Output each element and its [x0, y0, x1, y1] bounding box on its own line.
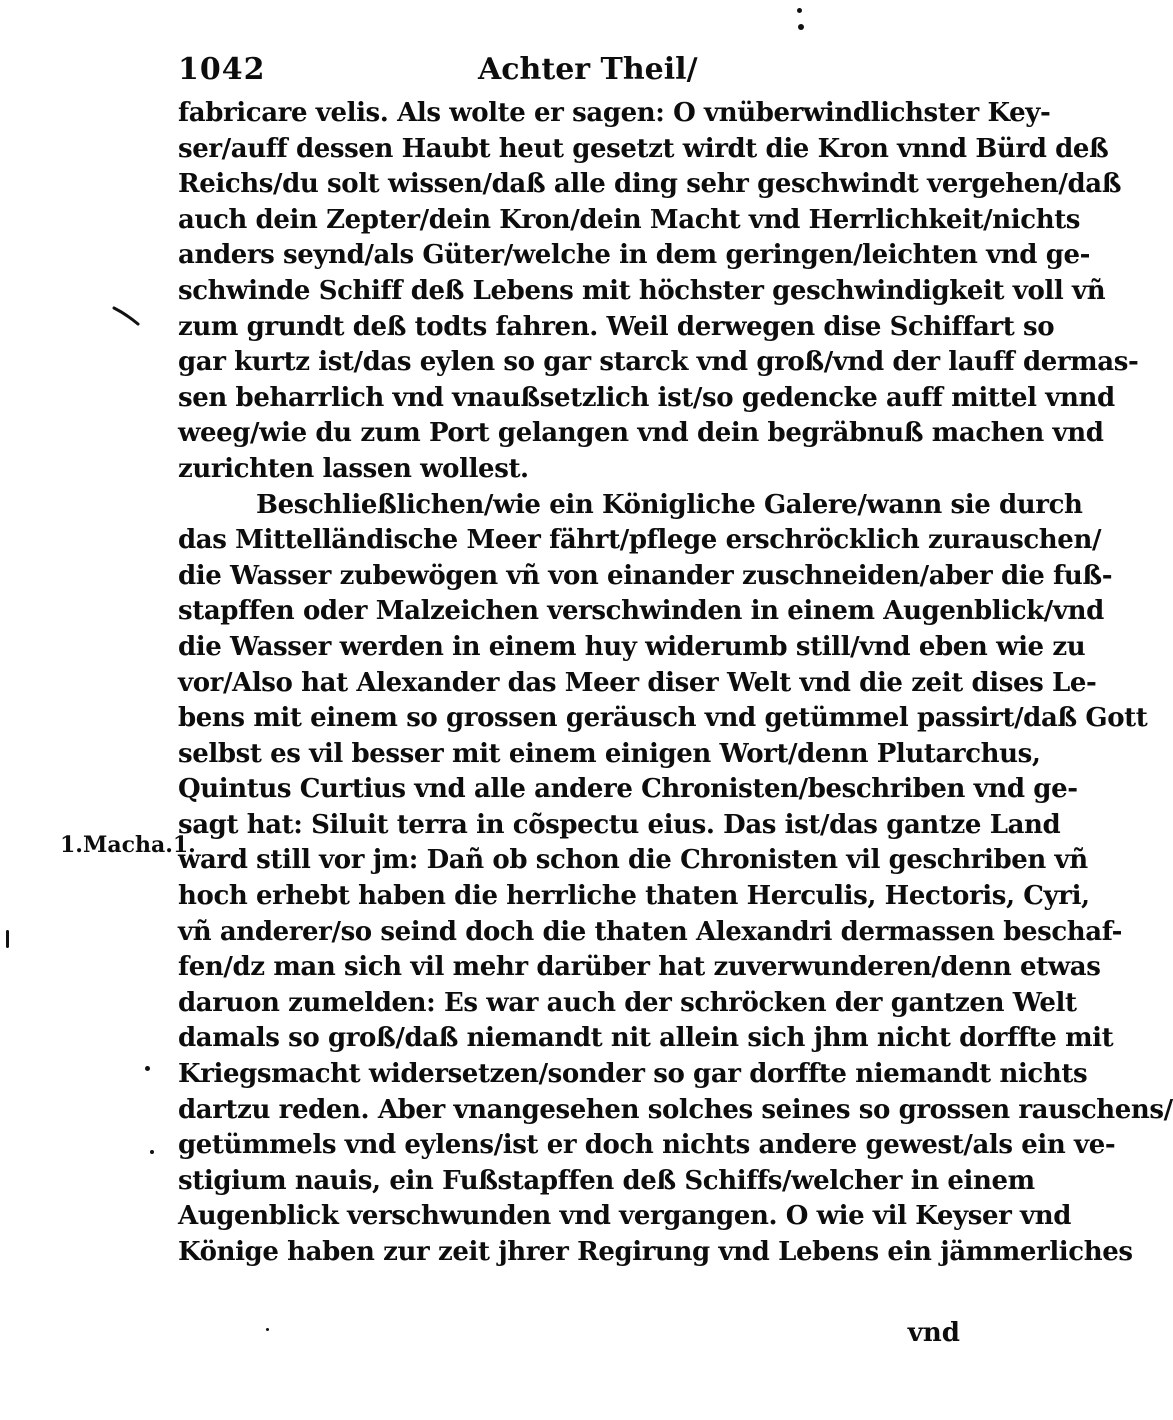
- text-line: stigium nauis, ein Fußstapffen deß Schiffs/welcher in einem: [178, 1165, 1035, 1196]
- body-text: [178, 96, 1173, 1271]
- text-line: fen/dz man sich vil mehr darüber hat zuverwunderen/denn etwas: [178, 952, 1101, 983]
- text-line: sagt hat: Siluit terra in cõspectu eius. Das ist/das gantze Land: [178, 809, 1061, 840]
- text-line: hoch erhebt haben die herrliche thaten Herculis, Hectoris, Cyri,: [178, 881, 1090, 912]
- text-line: die Wasser werden in einem huy widerumb still/vnd eben wie zu: [178, 631, 1086, 662]
- ink-mark: [112, 304, 142, 328]
- ink-speck: [797, 8, 802, 13]
- text-line: das Mittelländische Meer fährt/pflege erschröcklich zurauschen/: [178, 525, 1102, 556]
- text-line: selbst es vil besser mit einem einigen Wort/denn Plutarchus,: [178, 738, 1041, 769]
- text-line: ser/auff dessen Haubt heut gesetzt wirdt die Kron vnnd Bürd deß: [178, 133, 1109, 164]
- paragraph-start-line: Beschließlichen/wie ein Königliche Galere/wann sie durch: [256, 489, 1083, 520]
- text-line: Augenblick verschwunden vnd vergangen. O wie vil Keyser vnd: [178, 1201, 1072, 1232]
- text-line: fabricare velis. Als wolte er sagen: O vnüberwindlichster Key-: [178, 98, 1051, 128]
- text-line: getümmels vnd eylens/ist er doch nichts andere gewest/als ein ve-: [178, 1130, 1116, 1161]
- text-line: stapffen oder Malzeichen verschwinden in einem Augenblick/vnd: [178, 596, 1104, 627]
- text-line: zum grundt deß todts fahren. Weil derwegen dise Schiffart so: [178, 311, 1055, 342]
- text-line: gar kurtz ist/das eylen so gar starck vnd groß/vnd der lauff dermas-: [178, 347, 1139, 378]
- ink-speck: [798, 24, 804, 30]
- text-line: vor/Also hat Alexander das Meer diser Welt vnd die zeit dises Le-: [178, 667, 1097, 698]
- text-line: vñ anderer/so seind doch die thaten Alexandri dermassen beschaf-: [178, 916, 1123, 947]
- text-line: auch dein Zepter/dein Kron/dein Macht vnd Herrlichkeit/nichts: [178, 204, 1081, 235]
- ink-speck: [266, 1328, 269, 1331]
- text-line: bens mit einem so grossen geräusch vnd getümmel passirt/daß Gott: [178, 703, 1148, 734]
- text-line: Reichs/du solt wissen/daß alle ding sehr geschwindt vergehen/daß: [178, 169, 1122, 200]
- margin-citation: 1.Macha.1.: [60, 832, 196, 858]
- text-line: Quintus Curtius vnd alle andere Chronisten/beschriben vnd ge-: [178, 774, 1078, 805]
- running-head: Achter Theil/: [478, 52, 698, 87]
- text-line: damals so groß/daß niemandt nit allein sich jhm nicht dorffte mit: [178, 1023, 1114, 1054]
- text-line: die Wasser zubewögen vñ von einander zuschneiden/aber die fuß-: [178, 560, 1113, 591]
- text-line: ward still vor jm: Dañ ob schon die Chronisten vil geschriben vñ: [178, 845, 1088, 876]
- text-line: Könige haben zur zeit jhrer Regirung vnd Lebens ein jämmerliches: [178, 1237, 1133, 1267]
- text-line: schwinde Schiff deß Lebens mit höchster geschwindigkeit voll vñ: [178, 275, 1106, 306]
- text-line: anders seynd/als Güter/welche in dem geringen/leichten vnd ge-: [178, 240, 1091, 271]
- catchword: vnd: [907, 1318, 960, 1348]
- page-header: [178, 52, 958, 92]
- text-line: Kriegsmacht widersetzen/sonder so gar dorffte niemandt nichts: [178, 1059, 1088, 1090]
- text-line: dartzu reden. Aber vnangesehen solches seines so grossen rauschens/: [178, 1094, 1173, 1125]
- ink-speck: [145, 1066, 150, 1071]
- text-line: daruon zumelden: Es war auch der schröcken der gantzen Welt: [178, 987, 1077, 1018]
- text-line: sen beharrlich vnd vnaußsetzlich ist/so gedencke auff mittel vnnd: [178, 382, 1115, 413]
- text-line: weeg/wie du zum Port gelangen vnd dein begräbnuß machen vnd: [178, 418, 1104, 449]
- ink-speck: [6, 930, 9, 948]
- page-number: 1042: [178, 52, 266, 87]
- ink-speck: [150, 1150, 154, 1154]
- text-line: zurichten lassen wollest.: [178, 453, 529, 484]
